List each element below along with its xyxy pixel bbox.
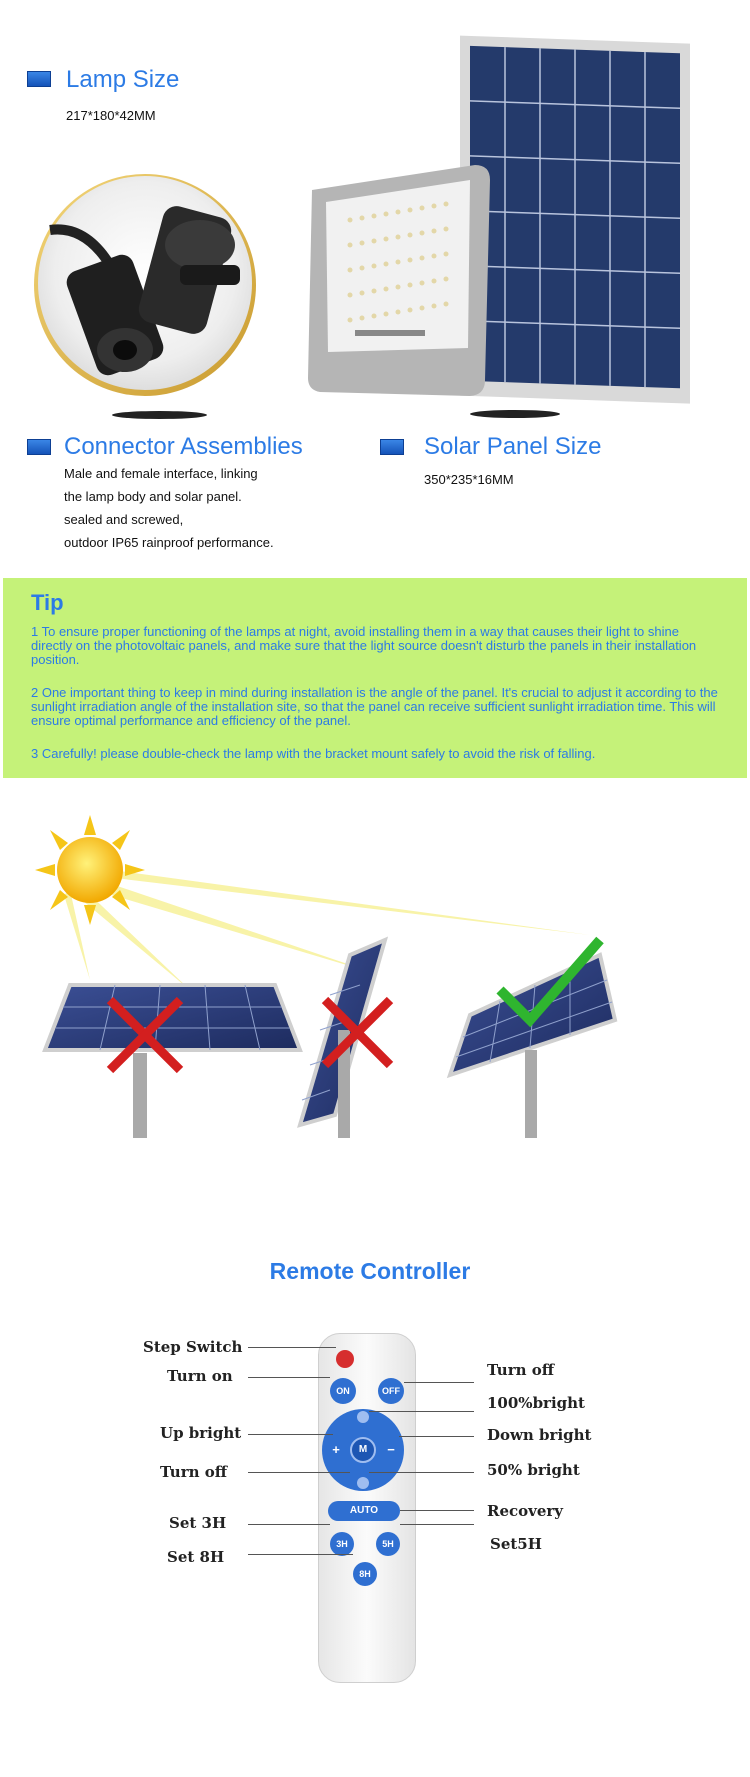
remote-title: Remote Controller [269, 1258, 471, 1284]
leader-up-bright [248, 1434, 333, 1435]
label-turn-off-left: Turn off [160, 1463, 228, 1481]
label-50-bright: 50% bright [487, 1461, 580, 1479]
mode-button[interactable]: M [350, 1437, 376, 1463]
leader-set-8h [248, 1554, 353, 1555]
label-down-bright: Down bright [487, 1426, 592, 1444]
brightness-100-button[interactable] [357, 1411, 369, 1423]
connector-line-2: the lamp body and solar panel. [64, 489, 242, 504]
leader-turn-on [248, 1377, 330, 1378]
label-step-switch: Step Switch [143, 1338, 243, 1356]
connector-title: Connector Assemblies [64, 433, 303, 460]
on-button[interactable]: ON [330, 1378, 356, 1404]
connector-photo [30, 170, 260, 400]
lamp-size-value: 217*180*42MM [66, 108, 156, 123]
leader-down-bright [399, 1436, 474, 1437]
leader-set-5h [400, 1524, 474, 1525]
leader-step-switch [248, 1347, 336, 1348]
label-recovery: Recovery [487, 1502, 564, 1520]
shadow-right [470, 410, 560, 418]
leader-100-bright [369, 1411, 474, 1412]
label-turn-on: Turn on [167, 1367, 233, 1385]
panel-size-bullet-icon [380, 439, 404, 455]
lamp-and-panel-photo [300, 30, 700, 410]
tip-title: Tip [31, 590, 64, 615]
connector-line-3: sealed and screwed, [64, 512, 184, 527]
panel-size-value: 350*235*16MM [424, 472, 514, 487]
connector-line-4: outdoor IP65 rainproof performance. [64, 535, 274, 550]
5h-button[interactable]: 5H [376, 1532, 400, 1556]
leader-turn-off-left [248, 1472, 350, 1473]
panel-size-title: Solar Panel Size [424, 433, 602, 460]
label-100-bright: 100%bright [487, 1394, 585, 1412]
off-button[interactable]: OFF [378, 1378, 404, 1404]
tip-item-1: 1 To ensure proper functioning of the lamps at night, avoid installing them in a way that causes their light to shine directly on the photovoltaic panels, and make sure that the light source doesn't disturb the panels in their installation position. [31, 624, 697, 667]
connector-bullet-icon [27, 439, 51, 455]
8h-button[interactable]: 8H [353, 1562, 377, 1586]
label-turn-off-right: Turn off [487, 1361, 555, 1379]
leader-turn-off-right [404, 1382, 474, 1383]
label-up-bright: Up bright [160, 1424, 242, 1442]
3h-button[interactable]: 3H [330, 1532, 354, 1556]
shadow-left [112, 411, 207, 419]
lamp-size-title: Lamp Size [66, 66, 180, 93]
connector-line-1: Male and female interface, linking [64, 466, 258, 481]
power-indicator [336, 1350, 354, 1368]
leader-recovery [400, 1510, 474, 1511]
leader-set-3h [248, 1524, 330, 1525]
tip-item-2: 2 One important thing to keep in mind during installation is the angle of the panel. It's crucial to adjust it according to the sunlight irradiation angle of the installation site, so that the panel can receive sufficient sunlight irradiation time. This will ensure optimal performance and efficiency of the panel. [31, 685, 718, 728]
lamp-size-bullet-icon [27, 71, 51, 87]
tip-item-3: 3 Carefully! please double-check the lamp with the bracket mount safely to avoid the risk of falling. [31, 746, 596, 761]
panel-angle-illustration [30, 815, 710, 1145]
minus-button[interactable]: − [387, 1442, 395, 1457]
leader-50-bright [369, 1472, 474, 1473]
label-set-5h: Set5H [490, 1535, 542, 1553]
auto-button[interactable]: AUTO [328, 1501, 400, 1521]
brightness-50-button[interactable] [357, 1477, 369, 1489]
plus-button[interactable]: + [332, 1442, 340, 1457]
label-set-8h: Set 8H [167, 1548, 225, 1566]
label-set-3h: Set 3H [169, 1514, 227, 1532]
